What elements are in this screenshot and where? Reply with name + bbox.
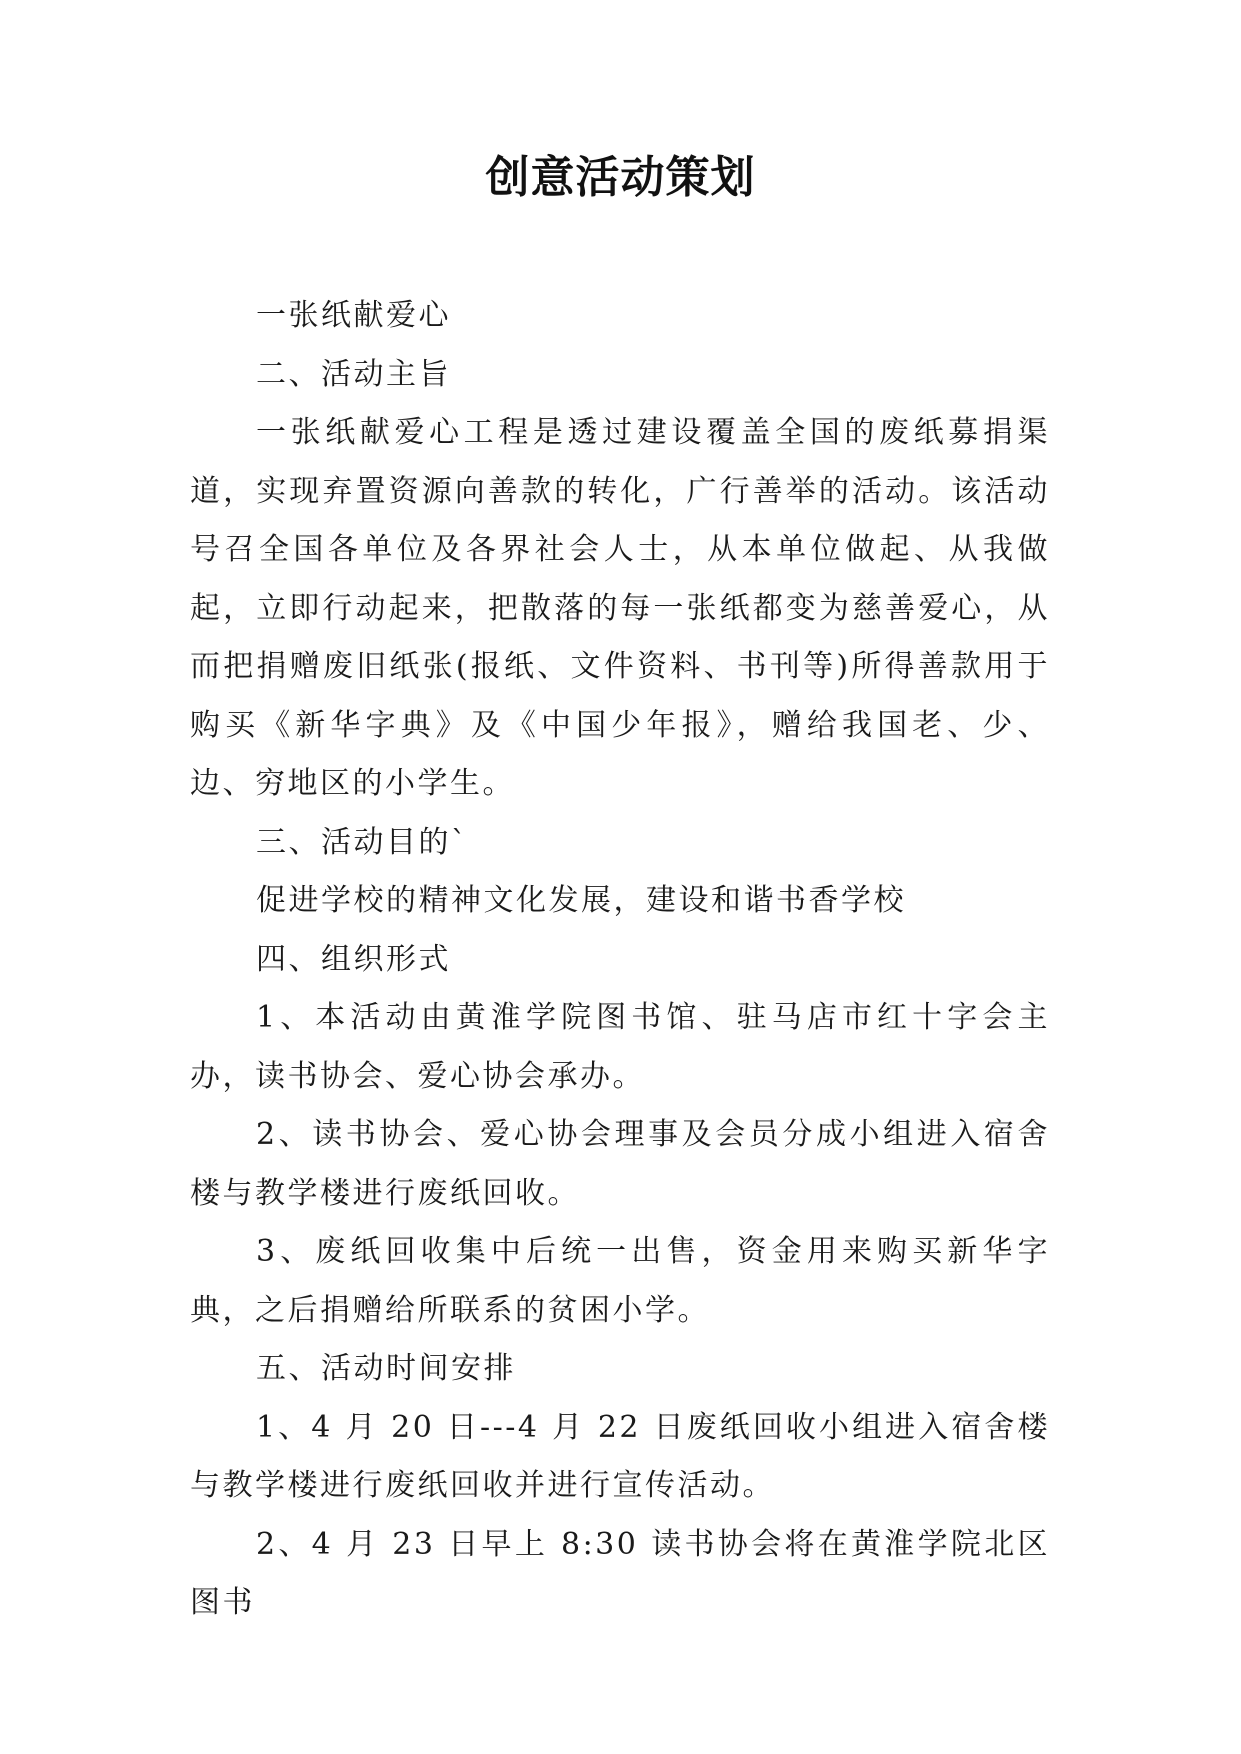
heading-schedule: 五、活动时间安排 xyxy=(256,1351,516,1386)
paragraph-schedule-item-2: 2、4 月 23 日早上 8:30 读书协会将在黄淮学院北区图书 xyxy=(190,1526,1050,1620)
document-body xyxy=(190,287,1050,1633)
paragraph-schedule-item-1: 1、4 月 20 日---4 月 22 日废纸回收小组进入宿舍楼与教学楼进行废纸回收并进行宣传活动。 xyxy=(190,1409,1050,1503)
paragraph-organization-item-3: 3、废纸回收集中后统一出售，资金用来购买新华字典，之后捐赠给所联系的贫困小学。 xyxy=(190,1234,1050,1328)
paragraph-activity-goal: 促进学校的精神文化发展，建设和谐书香学校 xyxy=(256,883,906,918)
heading-activity-purpose: 二、活动主旨 xyxy=(256,356,451,392)
heading-organization-form: 四、组织形式 xyxy=(256,941,451,977)
paragraph-organization-item-2: 2、读书协会、爱心协会理事及会员分成小组进入宿舍楼与教学楼进行废纸回收。 xyxy=(190,1117,1050,1211)
heading-activity-goal: 三、活动目的` xyxy=(256,824,469,860)
document-title: 创意活动策划 xyxy=(485,152,756,203)
paragraph-activity-purpose: 一张纸献爱心工程是透过建设覆盖全国的废纸募捐渠道，实现弃置资源向善款的转化，广行善举的活动。该活动号召全国各单位及各界社会人士，从本单位做起、从我做起，立即行动起来，把散落的每一张纸都变为慈善爱心，从而把捐赠废旧纸张(报纸、文件资料、书刊等)所得善款用于购买《新华字典》及《中国少年报》，赠给我国老、少、边、穷地区的小学生。 xyxy=(190,415,1050,801)
paragraph-organization-item-1: 1、本活动由黄淮学院图书馆、驻马店市红十字会主办，读书协会、爱心协会承办。 xyxy=(190,1000,1050,1094)
paragraph-activity-name: 一张纸献爱心 xyxy=(256,298,451,333)
